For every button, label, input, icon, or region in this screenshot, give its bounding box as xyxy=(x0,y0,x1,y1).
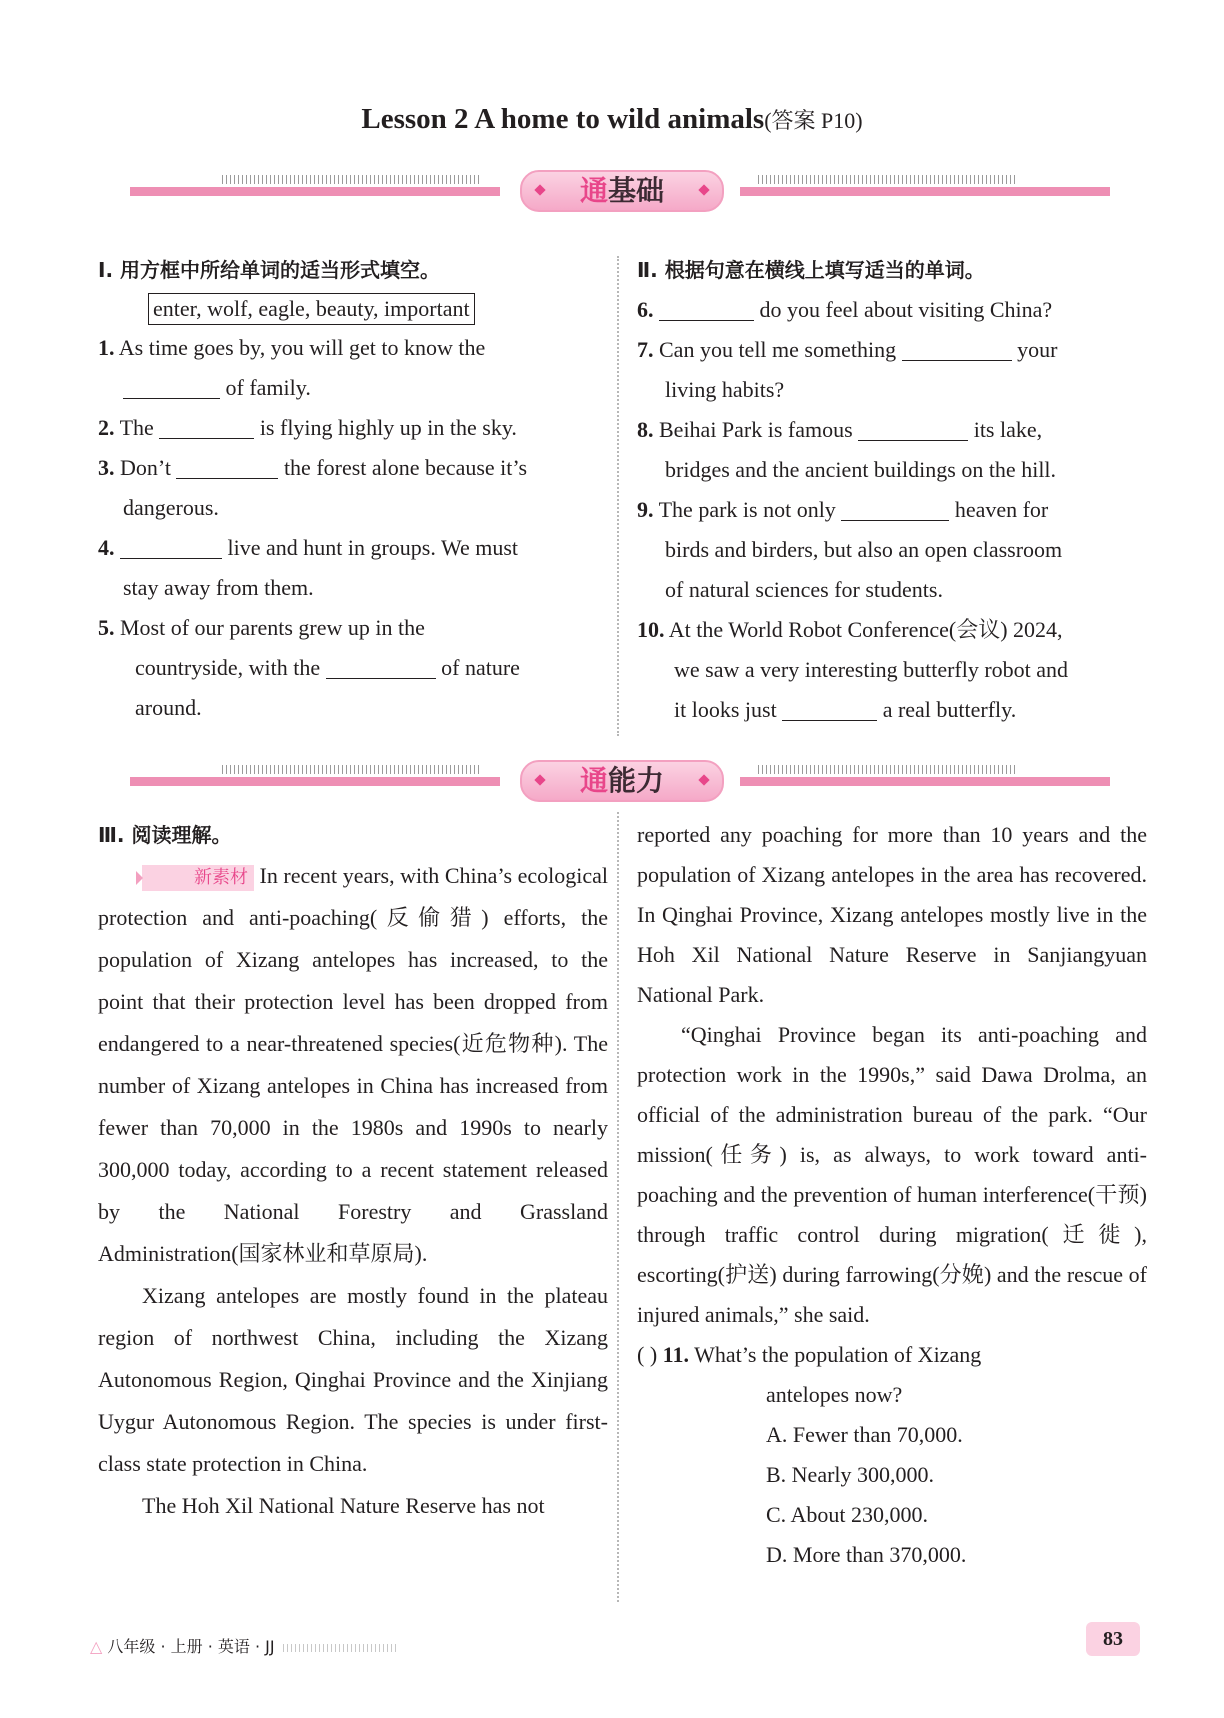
passage-paragraph: “Qinghai Province began its anti-poaching and protection work in the 1990s,” said Dawa Drolma, an official of the administration bureau of the park. “Our mission(任务) is, as always, to work toward anti-poaching and the prevention of human interference(干预) through traffic control during migration(迁徙), escorting(护送) during farrowing(分娩) and the rescue of injured animals,” she said. xyxy=(637,1022,1147,1327)
new-material-badge: 新素材 xyxy=(142,865,254,891)
question-5: 5. Most of our parents grew up in the xyxy=(98,615,425,640)
answer-blank[interactable] xyxy=(123,374,220,399)
passage-paragraph: Xizang antelopes are mostly found in the plateau region of northwest China, including the Xizang Autonomous Region, Qinghai Province and the Xinjiang Uygur Autonomous Region. The species is under first-class state protection in China. xyxy=(98,1283,608,1476)
answer-blank[interactable] xyxy=(326,654,436,679)
question-4: 4. live and hunt in groups. We must xyxy=(98,535,519,560)
answer-blank[interactable] xyxy=(159,414,254,439)
banner-text: 能力 xyxy=(608,764,665,797)
answer-blank[interactable] xyxy=(902,336,1012,361)
section-heading: Ⅲ. 阅读理解。 xyxy=(98,823,232,847)
section-banner-basics xyxy=(130,170,1110,210)
question-11: ( ) 11. What’s the population of Xizang xyxy=(637,1342,982,1367)
exercise-section-1: Ⅰ. 用方框中所给单词的适当形式填空。 enter, wolf, eagle, beauty, important 1. As time goes by, you will get to know the of family. 2. The is flying highly up in the sky. 3. Don’t the forest alone because it’s dangerous. 4. live and hunt in groups. We must stay away from them. 5. Most of our parents grew up in the countryside, with the of nature around. xyxy=(98,250,608,728)
banner-char: 通 xyxy=(579,174,608,207)
answer-blank[interactable] xyxy=(176,454,278,479)
page-number: 83 xyxy=(1086,1622,1140,1656)
question-2: 2. The is flying highly up in the sky. xyxy=(98,415,517,440)
answer-blank[interactable] xyxy=(659,296,754,321)
option-a[interactable]: A. Fewer than 70,000. xyxy=(766,1422,963,1447)
question-3: 3. Don’t the forest alone because it’s xyxy=(98,455,528,480)
footer-triangle-icon: △ xyxy=(90,1637,103,1656)
lesson-title: Lesson 2 A home to wild animals xyxy=(361,103,765,135)
option-d[interactable]: D. More than 370,000. xyxy=(766,1542,967,1567)
question-9: 9. The park is not only heaven for xyxy=(637,497,1049,522)
question-6: 6. do you feel about visiting China? xyxy=(637,297,1053,322)
answer-paren[interactable]: ( ) xyxy=(637,1342,658,1367)
footer-book-info: 八年级 · 上册 · 英语 · JJ xyxy=(107,1637,275,1656)
answer-blank[interactable] xyxy=(858,416,968,441)
banner-char: 通 xyxy=(579,764,608,797)
answer-blank[interactable] xyxy=(782,696,877,721)
word-box: enter, wolf, eagle, beauty, important xyxy=(148,293,475,325)
section-heading: Ⅰ. 用方框中所给单词的适当形式填空。 xyxy=(98,258,441,282)
option-c[interactable]: C. About 230,000. xyxy=(766,1502,928,1527)
question-8: 8. Beihai Park is famous its lake, xyxy=(637,417,1043,442)
question-10: 10. At the World Robot Conference(会议) 2024, xyxy=(637,617,1063,642)
banner-text: 基础 xyxy=(608,174,665,207)
column-divider xyxy=(617,256,619,736)
passage-paragraph: 新素材 In recent years, with China’s ecological protection and anti-poaching(反偷猎) efforts, the population of Xizang antelopes has increased, to the point that their protection level has been dropped from endangered to a near-threatened species(近危物种). The number of Xizang antelopes in China has increased from fewer than 70,000 in the 1980s and 1990s to nearly 300,000 today, according to a recent statement released by the National Forestry and Grassland Administration(国家林业和草原局). xyxy=(98,863,608,1266)
option-b[interactable]: B. Nearly 300,000. xyxy=(766,1462,935,1487)
page-title xyxy=(0,103,1224,136)
question-1: 1. As time goes by, you will get to know the xyxy=(98,335,486,360)
section-heading: Ⅱ. 根据句意在横线上填写适当的单词。 xyxy=(637,258,985,282)
question-7: 7. Can you tell me something your xyxy=(637,337,1058,362)
answer-blank[interactable] xyxy=(841,496,949,521)
passage-paragraph: The Hoh Xil National Nature Reserve has not xyxy=(142,1493,545,1518)
column-divider xyxy=(617,812,619,1602)
section-banner-ability xyxy=(130,760,1110,800)
answer-ref: (答案 P10) xyxy=(764,108,863,133)
footer xyxy=(90,1634,399,1657)
answer-blank[interactable] xyxy=(120,534,222,559)
exercise-section-2: Ⅱ. 根据句意在横线上填写适当的单词。 6. do you feel about visiting China? 7. Can you tell me something your living habits? 8. Beihai Park is famous its lake, bridges and the ancient buildings on the hill. 9. The park is not only heaven for birds and birders, but also an open classroom of natural sciences for students. 10. At the World Robot Conference(会议) 2024, we saw a very interesting butterfly robot and it looks just a real butterfly. xyxy=(637,250,1147,730)
passage-paragraph: reported any poaching for more than 10 years and the population of Xizang antelopes in the area has recovered. In Qinghai Province, Xizang antelopes mostly live in the Hoh Xil National Nature Reserve in Sanjiangyuan National Park. xyxy=(637,822,1147,1007)
reading-left-column xyxy=(98,815,608,1527)
reading-right-column: reported any poaching for more than 10 years and the population of Xizang antelopes in the area has recovered. In Qinghai Province, Xizang antelopes mostly live in the Hoh Xil National Nature Reserve in Sanjiangyuan National Park. “Qinghai Province began its anti-poaching and protection work in the 1990s,” said Dawa Drolma, an official of the administration bureau of the park. “Our mission(任务) is, as always, to work toward anti-poaching and the prevention of human interference(干预) through traffic control during migration(迁徙), escorting(护送) during farrowing(分娩) and the rescue of injured animals,” she said. ( ) 11. What’s the population of Xizang antelopes now? A. Fewer than 70,000. B. Nearly 300,000. C. About 230,000. D. More than 370,000. xyxy=(637,815,1147,1575)
